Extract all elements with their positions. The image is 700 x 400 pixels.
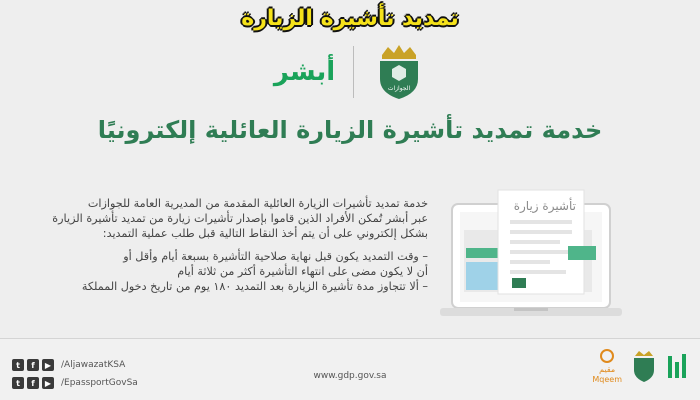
social-row-aljawazat[interactable] [12,359,125,371]
condition-item: – وقت التمديد يكون قبل نهاية صلاحية التأشيرة بسبعة أيام وأقل أو [123,250,428,263]
footer [0,338,700,400]
laptop-illustration [436,186,626,340]
page-heading: خدمة تمديد تأشيرة الزيارة العائلية إلكترونيًا [97,116,603,144]
mqeem-logo [592,349,622,385]
jawazat-caption: الجوازات [387,85,411,92]
facebook-icon: f [27,377,39,389]
absher-logo: أبشر [273,57,336,87]
jawazat-emblem-small-icon [630,350,658,384]
jawazat-emblem-icon [372,43,426,101]
condition-item: – ألا تتجاوز مدة تأشيرة الزيارة بعد التمديد ١٨٠ يوم من تاريخ دخول المملكة [81,280,428,293]
description-line: عبر أبشر تُمكن الأفراد الذين قاموا بإصدار تأشيرات زيارة من تمديد تأشيرة الزيارة [52,212,428,225]
facebook-icon: f [27,359,39,371]
mqeem-mark-icon [600,349,614,363]
logo-divider [353,46,354,98]
header-logos [0,42,700,102]
youtube-icon: ▶ [42,359,54,371]
service-description [18,196,428,294]
description-line: خدمة تمديد تأشيرات الزيارة العائلية المقدمة من المديرية العامة للجوازات [87,197,428,210]
mqeem-arabic: مقيم [599,365,616,374]
conditions-list [18,249,428,294]
twitter-icon: t [12,359,24,371]
condition-item: أن لا يكون مضى على انتهاء التأشيرة أكثر من ثلاثة أيام [177,265,428,278]
absher-small-icon [666,352,688,382]
visa-card-title: تأشيرة زيارة [513,199,576,213]
website-link[interactable]: www.gdp.gov.sa [313,371,387,381]
description-line: بشكل إلكتروني على أن يتم أخذ النقاط التالية قبل طلب عملية التمديد: [102,227,428,240]
footer-logos [592,349,688,385]
mqeem-english: Mqeem [592,375,622,384]
twitter-icon: t [12,377,24,389]
youtube-icon: ▶ [42,377,54,389]
overlay-title: تمديد تأشيرة الزيارة [241,6,459,31]
social-handle-epassport[interactable]: /EpassportGovSa [61,378,138,388]
social-handle-aljawazat[interactable]: /AljawazatKSA [61,360,126,370]
